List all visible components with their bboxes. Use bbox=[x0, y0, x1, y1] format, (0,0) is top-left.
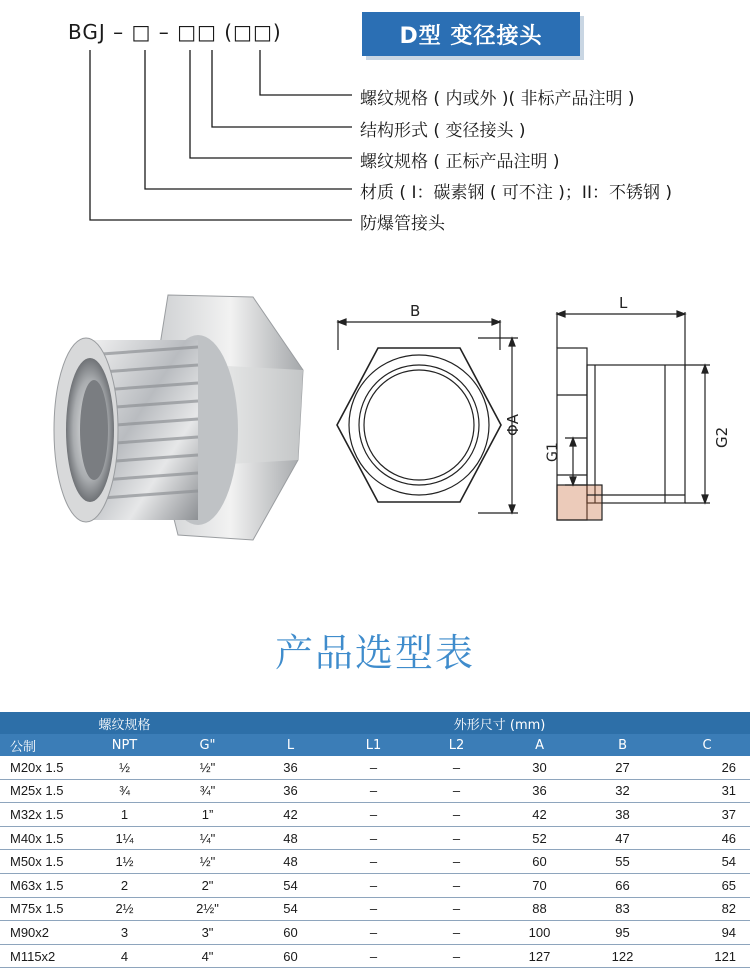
table-cell: M40x 1.5 bbox=[0, 826, 83, 850]
table-cell: ½ bbox=[83, 756, 166, 779]
table-cell: 70 bbox=[498, 873, 581, 897]
table-cell: – bbox=[415, 803, 498, 827]
group-header-dims: 外形尺寸 (mm) bbox=[249, 712, 750, 734]
table-cell: – bbox=[415, 873, 498, 897]
table-cell: – bbox=[415, 779, 498, 803]
table-cell: – bbox=[332, 897, 415, 921]
table-cell: 3 bbox=[83, 921, 166, 945]
table-cell: – bbox=[415, 897, 498, 921]
column-header: L bbox=[249, 734, 332, 756]
table-cell: M20x 1.5 bbox=[0, 756, 83, 779]
table-row bbox=[0, 850, 750, 874]
table-cell: 122 bbox=[581, 944, 664, 968]
dim-a-label: ΦA bbox=[504, 413, 522, 436]
table-cell: 54 bbox=[249, 873, 332, 897]
column-header: A bbox=[498, 734, 581, 756]
table-cell: M63x 1.5 bbox=[0, 873, 83, 897]
column-header: NPT bbox=[83, 734, 166, 756]
table-cell: 52 bbox=[498, 826, 581, 850]
table-cell: M75x 1.5 bbox=[0, 897, 83, 921]
side-view-drawing bbox=[535, 290, 735, 540]
column-header: G" bbox=[166, 734, 249, 756]
table-cell: 1½ bbox=[83, 850, 166, 874]
table-cell: 36 bbox=[249, 779, 332, 803]
column-header: L2 bbox=[415, 734, 498, 756]
table-body bbox=[0, 756, 750, 968]
table-cell: – bbox=[415, 756, 498, 779]
table-cell: 95 bbox=[581, 921, 664, 945]
legend-item-5: 防爆管接头 bbox=[360, 214, 445, 234]
table-cell: M25x 1.5 bbox=[0, 779, 83, 803]
column-header: L1 bbox=[332, 734, 415, 756]
table-cell: – bbox=[415, 944, 498, 968]
column-header-row bbox=[0, 734, 750, 756]
table-cell: – bbox=[332, 803, 415, 827]
table-cell: M90x2 bbox=[0, 921, 83, 945]
table-cell: 36 bbox=[249, 756, 332, 779]
table-cell: ¾ bbox=[83, 779, 166, 803]
spec-table bbox=[0, 712, 750, 968]
column-header: C bbox=[664, 734, 750, 756]
table-cell: – bbox=[415, 826, 498, 850]
table-cell: 65 bbox=[664, 873, 750, 897]
table-cell: 66 bbox=[581, 873, 664, 897]
column-header: B bbox=[581, 734, 664, 756]
legend-item-3: 螺纹规格 ( 正标产品注明 ) bbox=[360, 152, 560, 172]
table-cell: 2 bbox=[83, 873, 166, 897]
table-cell: 60 bbox=[249, 921, 332, 945]
table-cell: 1 bbox=[83, 803, 166, 827]
table-cell: 1” bbox=[166, 803, 249, 827]
table-cell: – bbox=[415, 850, 498, 874]
table-cell: M115x2 bbox=[0, 944, 83, 968]
table-cell: 32 bbox=[581, 779, 664, 803]
table-cell: 55 bbox=[581, 850, 664, 874]
table-cell: 36 bbox=[498, 779, 581, 803]
table-cell: 48 bbox=[249, 826, 332, 850]
table-cell: 42 bbox=[249, 803, 332, 827]
table-cell: – bbox=[332, 873, 415, 897]
model-code: BGJ – □ – □□ (□□) bbox=[68, 20, 282, 44]
group-header-thread: 螺纹规格 bbox=[0, 712, 249, 734]
table-cell: 54 bbox=[249, 897, 332, 921]
table-cell: ½" bbox=[166, 756, 249, 779]
table-cell: 2½" bbox=[166, 897, 249, 921]
table-cell: 47 bbox=[581, 826, 664, 850]
front-view-drawing bbox=[318, 290, 530, 540]
table-row bbox=[0, 873, 750, 897]
table-cell: 100 bbox=[498, 921, 581, 945]
table-cell: 48 bbox=[249, 850, 332, 874]
table-cell: 2" bbox=[166, 873, 249, 897]
table-cell: 37 bbox=[664, 803, 750, 827]
dim-l-label: L bbox=[619, 294, 628, 312]
table-row bbox=[0, 897, 750, 921]
table-row bbox=[0, 803, 750, 827]
table-cell: 127 bbox=[498, 944, 581, 968]
table-row bbox=[0, 921, 750, 945]
dim-b-label: B bbox=[410, 302, 421, 320]
column-header: 公制 bbox=[0, 734, 83, 756]
table-cell: 3" bbox=[166, 921, 249, 945]
type-badge: D型 变径接头 bbox=[362, 12, 580, 56]
table-cell: 4 bbox=[83, 944, 166, 968]
table-cell: – bbox=[332, 921, 415, 945]
table-cell: 2½ bbox=[83, 897, 166, 921]
table-cell: 60 bbox=[249, 944, 332, 968]
section-title: 产品选型表 bbox=[274, 631, 475, 675]
table-cell: M50x 1.5 bbox=[0, 850, 83, 874]
table-cell: 54 bbox=[664, 850, 750, 874]
code-diagram bbox=[0, 0, 750, 280]
table-cell: 27 bbox=[581, 756, 664, 779]
table-cell: 26 bbox=[664, 756, 750, 779]
table-row bbox=[0, 779, 750, 803]
table-cell: 88 bbox=[498, 897, 581, 921]
table-cell: – bbox=[332, 826, 415, 850]
table-cell: – bbox=[415, 921, 498, 945]
table-cell: 1¼ bbox=[83, 826, 166, 850]
legend-item-2: 结构形式 ( 变径接头 ) bbox=[360, 121, 526, 141]
table-cell: 83 bbox=[581, 897, 664, 921]
table-cell: 121 bbox=[664, 944, 750, 968]
table-cell: ¾" bbox=[166, 779, 249, 803]
legend-item-4: 材质 ( I：碳素钢 ( 可不注 )；II：不锈钢 ) bbox=[360, 183, 672, 203]
table-cell: 94 bbox=[664, 921, 750, 945]
table-cell: 42 bbox=[498, 803, 581, 827]
table-row bbox=[0, 756, 750, 779]
table-cell: 46 bbox=[664, 826, 750, 850]
dim-g2-label: G2 bbox=[713, 426, 731, 448]
table-cell: ½" bbox=[166, 850, 249, 874]
table-cell: M32x 1.5 bbox=[0, 803, 83, 827]
table-row bbox=[0, 826, 750, 850]
table-row bbox=[0, 944, 750, 968]
legend-item-1: 螺纹规格 ( 内或外 )( 非标产品注明 ) bbox=[360, 89, 635, 109]
dim-g1-label: G1 bbox=[545, 442, 561, 462]
table-cell: 30 bbox=[498, 756, 581, 779]
table-cell: 4" bbox=[166, 944, 249, 968]
table-cell: ¼" bbox=[166, 826, 249, 850]
table-cell: – bbox=[332, 756, 415, 779]
table-cell: 31 bbox=[664, 779, 750, 803]
table-cell: – bbox=[332, 944, 415, 968]
table-cell: – bbox=[332, 850, 415, 874]
table-cell: 82 bbox=[664, 897, 750, 921]
table-cell: – bbox=[332, 779, 415, 803]
table-cell: 60 bbox=[498, 850, 581, 874]
table-cell: 38 bbox=[581, 803, 664, 827]
product-photo bbox=[48, 285, 308, 560]
